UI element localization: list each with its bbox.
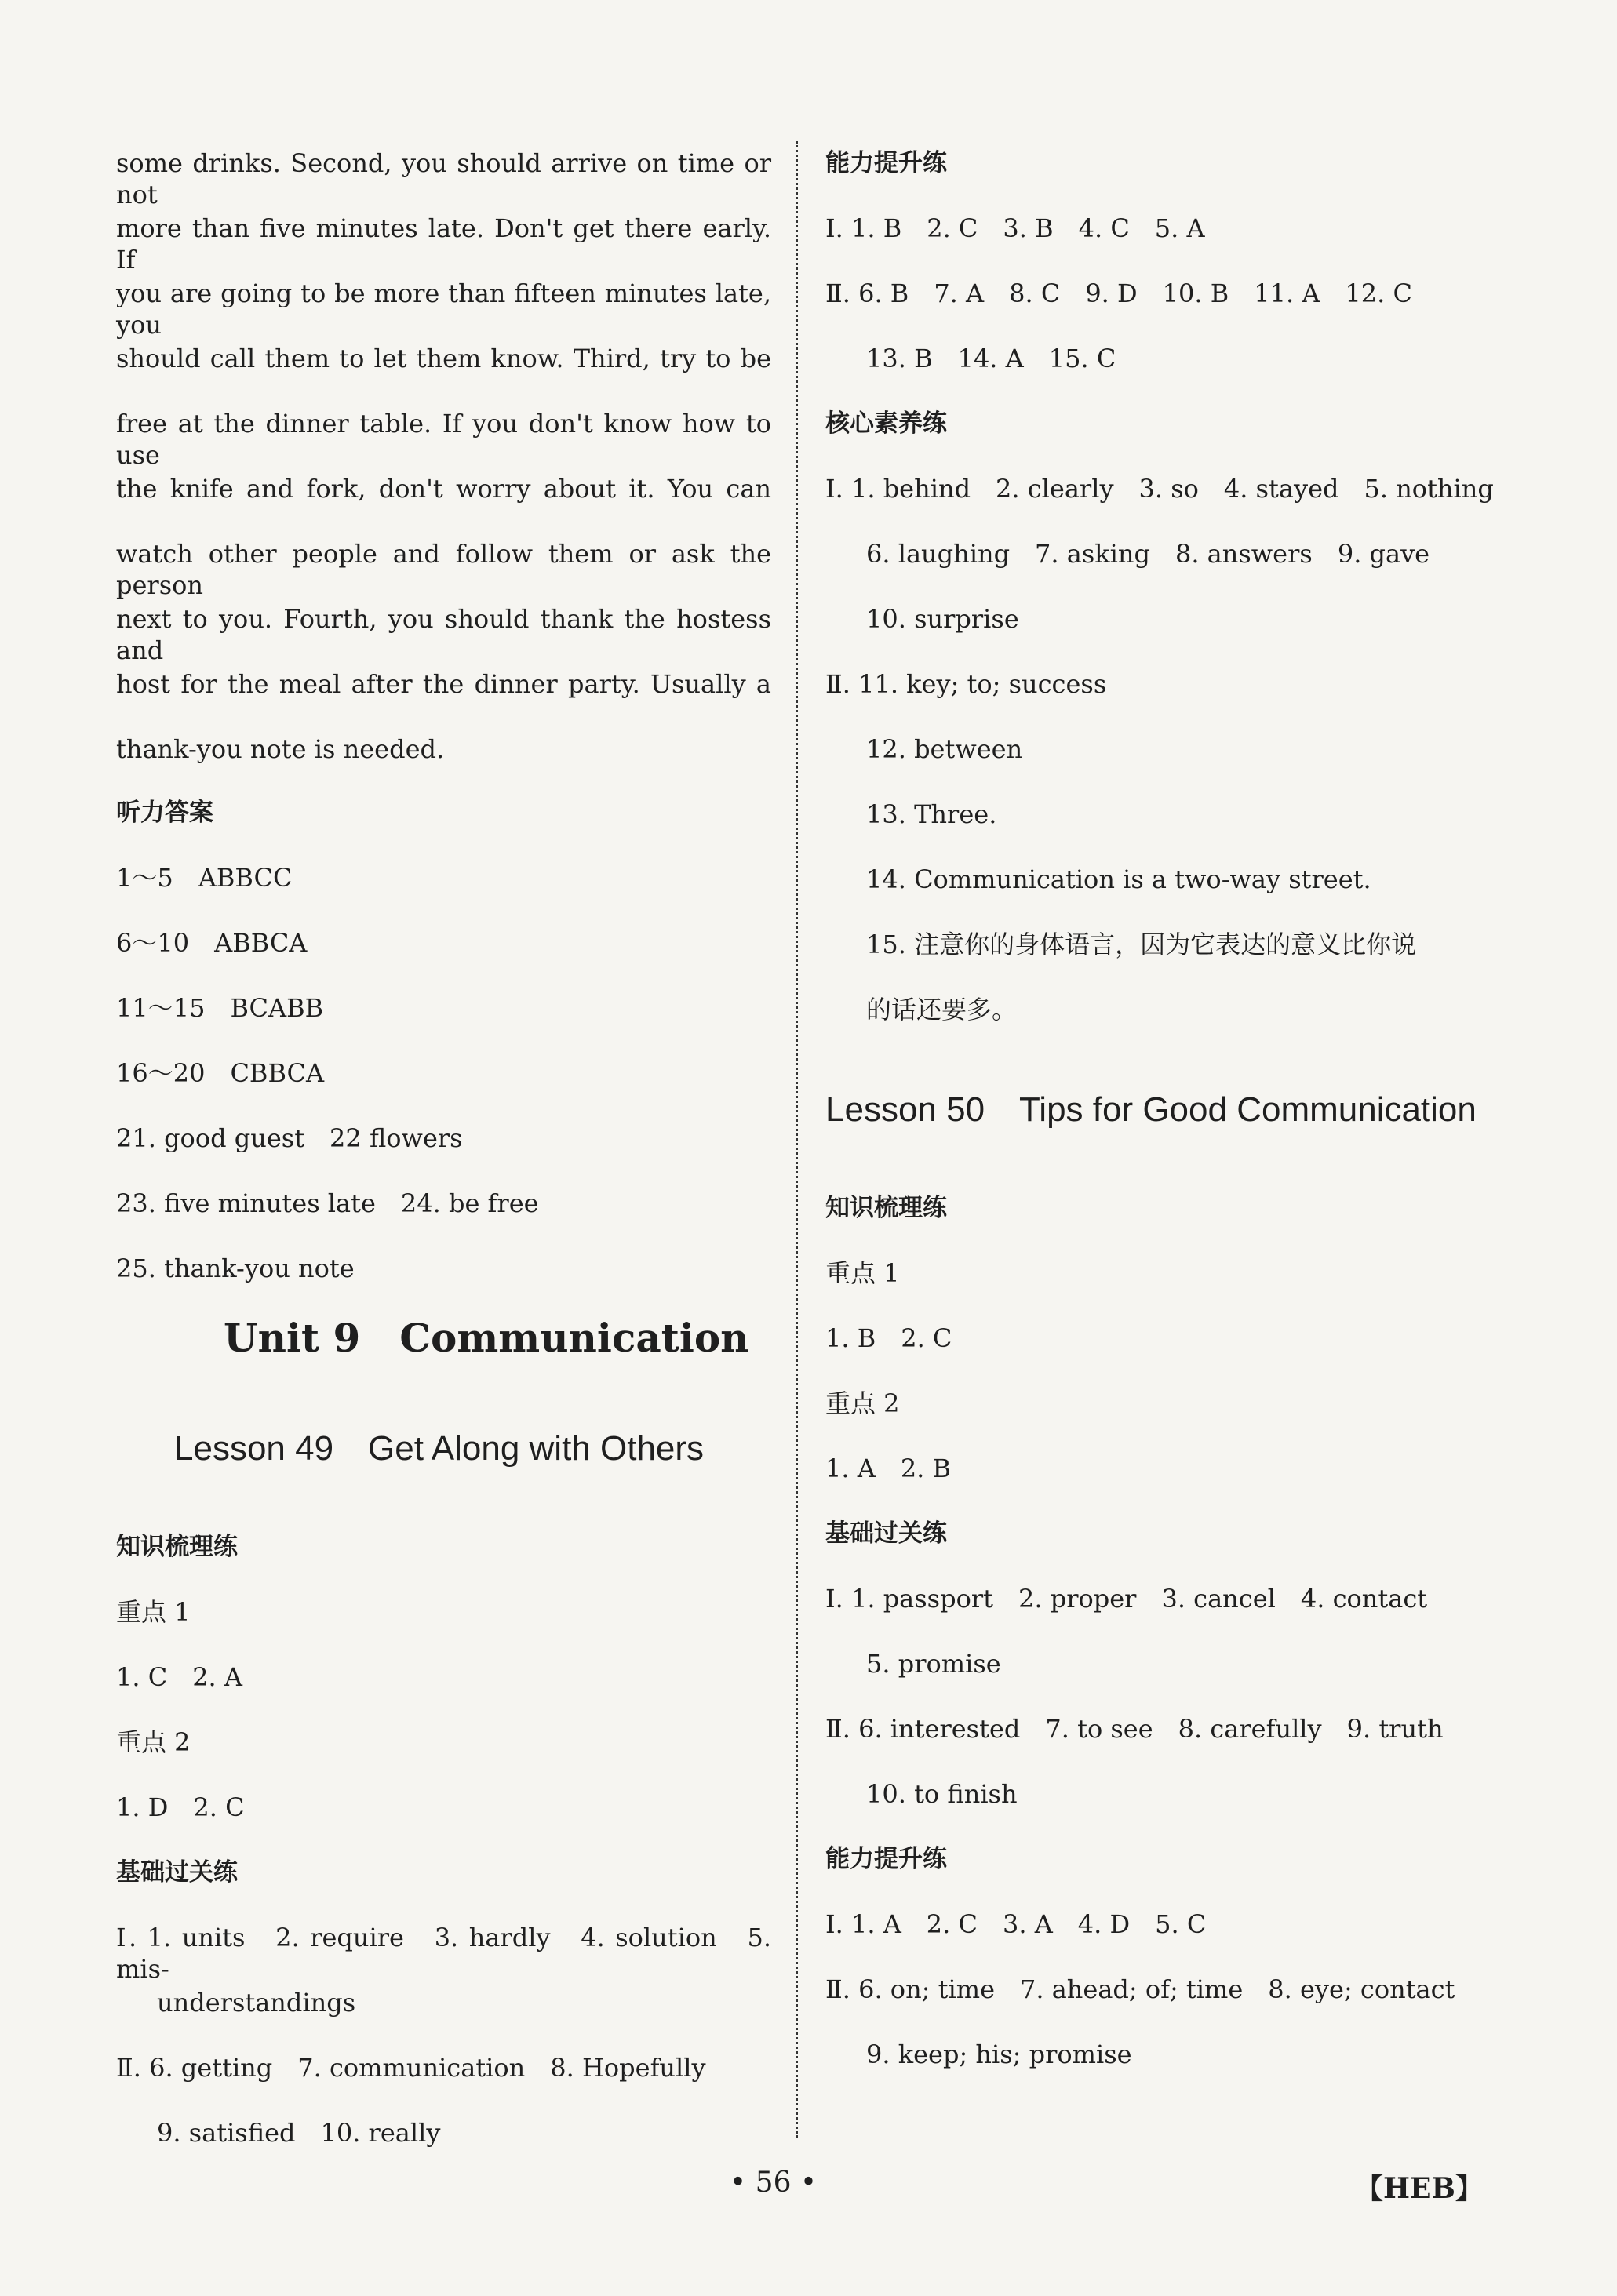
passage-line: free at the dinner table. If you don't know how to use [116,409,771,470]
page-number: • 56 • [730,2167,818,2199]
passage-line: next to you. Fourth, you should thank the hostess and [116,604,771,665]
basic-answer: Ⅰ. 1. units 2. require 3. hardly 4. solution 5. mis- [116,1923,771,1984]
key-point-answers: 1. D 2. C [116,1792,245,1822]
lesson-49-title: Lesson 49 Get Along with Others [174,1429,705,1468]
passage-line: more than five minutes late. Don't get there early. If [116,213,771,275]
knowledge-heading: 知识梳理练 [116,1533,238,1561]
listening-answer: 16～20 CBBCA [116,1058,325,1088]
listening-answer: 6～10 ABBCA [116,928,308,958]
ability-answer: Ⅱ. 6. B 7. A 8. C 9. D 10. B 11. A 12. C [825,278,1412,308]
basic-answer: Ⅱ. 6. interested 7. to see 8. carefully 9. truth [825,1714,1444,1744]
basic-answer: 9. satisfied 10. really [157,2118,441,2148]
core-answer: Ⅰ. 1. behind 2. clearly 3. so 4. stayed 5. nothing [825,474,1494,504]
basic-answer: Ⅱ. 6. getting 7. communication 8. Hopefully [116,2053,706,2083]
ability-answer: Ⅱ. 6. on; time 7. ahead; of; time 8. eye; contact [825,1974,1455,2004]
basic-answer: 5. promise [866,1649,1001,1679]
key-point-label: 重点 2 [116,1727,191,1757]
ability-heading-2: 能力提升练 [825,1845,947,1873]
passage-line: watch other people and follow them or ask the person [116,539,771,600]
lesson-50-title: Lesson 50 Tips for Good Communication [825,1090,1477,1129]
listening-answer: 25. thank-you note [116,1254,355,1283]
key-point-label: 重点 1 [116,1597,191,1627]
core-answer: 6. laughing 7. asking 8. answers 9. gave [866,539,1430,569]
ability-heading: 能力提升练 [825,149,947,177]
listening-answer: 21. good guest 22 flowers [116,1123,463,1153]
ability-answer: 9. keep; his; promise [866,2039,1132,2069]
core-answer: 的话还要多。 [866,995,1018,1024]
listening-heading: 听力答案 [116,799,213,827]
core-heading: 核心素养练 [825,409,947,438]
core-answer: 14. Communication is a two-way street. [866,864,1371,894]
core-answer: 10. surprise [866,604,1019,634]
basic-answer: Ⅰ. 1. passport 2. proper 3. cancel 4. contact [825,1584,1428,1614]
key-point-label: 重点 2 [825,1388,900,1418]
basic-heading: 基础过关练 [825,1519,947,1548]
publisher-badge: 【HEB】 [1355,2172,1484,2205]
listening-answer: 1～5 ABBCC [116,863,293,893]
basic-answer: understandings [157,1988,356,2018]
ability-answer: Ⅰ. 1. A 2. C 3. A 4. D 5. C [825,1909,1207,1939]
key-point-answers: 1. C 2. A [116,1662,243,1692]
passage-line: you are going to be more than fifteen minutes late, you [116,278,771,340]
ability-answer: 13. B 14. A 15. C [866,344,1116,373]
passage-line: should call them to let them know. Third, try to be [116,344,771,373]
passage-line: host for the meal after the dinner party. Usually a [116,669,771,699]
column-divider [796,141,798,2138]
passage-line: some drinks. Second, you should arrive on time or not [116,148,771,209]
basic-heading: 基础过关练 [116,1858,238,1887]
listening-answer: 23. five minutes late 24. be free [116,1188,539,1218]
passage-line: thank-you note is needed. [116,734,445,764]
key-point-label: 重点 1 [825,1258,900,1288]
key-point-answers: 1. A 2. B [825,1454,952,1483]
passage-line: the knife and fork, don't worry about it. You can [116,474,771,504]
key-point-answers: 1. B 2. C [825,1323,952,1353]
core-answer: 15. 注意你的身体语言，因为它表达的意义比你说 [866,930,1417,959]
basic-answer: 10. to finish [866,1779,1018,1809]
listening-answer: 11～15 BCABB [116,993,324,1023]
unit-title: Unit 9 Communication [224,1315,749,1361]
core-answer: 13. Three. [866,799,997,829]
ability-answer: Ⅰ. 1. B 2. C 3. B 4. C 5. A [825,213,1205,243]
core-answer: 12. between [866,734,1023,764]
core-answer: Ⅱ. 11. key; to; success [825,669,1107,699]
knowledge-heading: 知识梳理练 [825,1194,947,1222]
